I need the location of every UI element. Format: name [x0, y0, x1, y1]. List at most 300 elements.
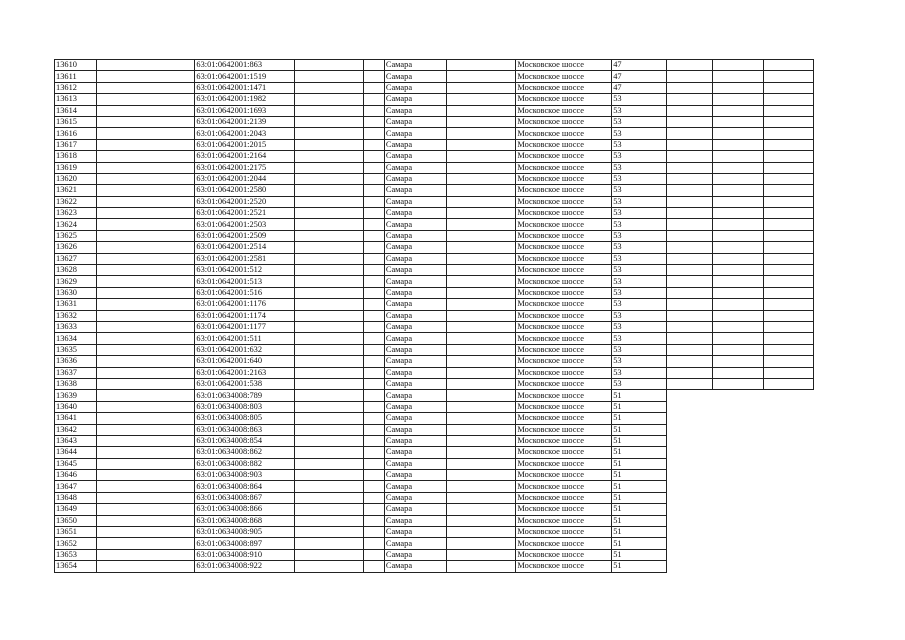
empty-cell: [763, 185, 813, 196]
cadastral-number-cell: 63:01:0642001:1176: [195, 299, 294, 310]
empty-cell: [763, 310, 813, 321]
empty-cell: [666, 356, 712, 367]
cadastral-number-cell: 63:01:0642001:2521: [195, 208, 294, 219]
empty-cell: [294, 276, 363, 287]
empty-cell: [447, 71, 516, 82]
empty-cell: [763, 367, 813, 378]
empty-cell: [666, 333, 712, 344]
cadastral-number-cell: 63:01:0634008:854: [195, 435, 294, 446]
street-cell: Московское шоссе: [516, 401, 612, 412]
record-number-cell: 13629: [55, 276, 97, 287]
table-row: [55, 276, 814, 287]
empty-cell: [294, 390, 363, 401]
cadastral-number-cell: 63:01:0642001:538: [195, 378, 294, 389]
empty-cell: [363, 527, 384, 538]
empty-cell: [763, 208, 813, 219]
empty-cell: [763, 162, 813, 173]
empty-cell: [294, 287, 363, 298]
street-cell: Московское шоссе: [516, 60, 612, 71]
city-cell: Самара: [384, 538, 446, 549]
record-number-cell: 13633: [55, 321, 97, 332]
record-number-cell: 13617: [55, 139, 97, 150]
empty-cell: [294, 94, 363, 105]
street-cell: Московское шоссе: [516, 424, 612, 435]
cadastral-number-cell: 63:01:0634008:789: [195, 390, 294, 401]
empty-cell: [666, 401, 712, 412]
empty-cell: [763, 378, 813, 389]
street-cell: Московское шоссе: [516, 173, 612, 184]
table-row: [55, 82, 814, 93]
street-cell: Московское шоссе: [516, 458, 612, 469]
house-number-cell: 51: [612, 458, 667, 469]
street-cell: Московское шоссе: [516, 162, 612, 173]
empty-cell: [712, 344, 763, 355]
empty-cell: [363, 242, 384, 253]
empty-cell: [363, 458, 384, 469]
empty-cell: [363, 128, 384, 139]
city-cell: Самара: [384, 242, 446, 253]
empty-cell: [763, 105, 813, 116]
city-cell: Самара: [384, 276, 446, 287]
empty-cell: [294, 116, 363, 127]
empty-cell: [666, 151, 712, 162]
empty-cell: [363, 390, 384, 401]
table-row: [55, 356, 814, 367]
city-cell: Самара: [384, 82, 446, 93]
empty-cell: [294, 185, 363, 196]
empty-cell: [712, 321, 763, 332]
street-cell: Московское шоссе: [516, 310, 612, 321]
cadastral-number-cell: 63:01:0642001:2164: [195, 151, 294, 162]
table-row: [55, 561, 814, 572]
empty-cell: [763, 219, 813, 230]
empty-cell: [447, 310, 516, 321]
table-row: [55, 492, 814, 503]
empty-cell: [712, 173, 763, 184]
street-cell: Московское шоссе: [516, 378, 612, 389]
empty-cell: [666, 561, 712, 572]
table-row: [55, 265, 814, 276]
city-cell: Самара: [384, 60, 446, 71]
city-cell: Самара: [384, 470, 446, 481]
empty-cell: [763, 321, 813, 332]
empty-cell: [666, 470, 712, 481]
empty-cell: [294, 105, 363, 116]
empty-cell: [447, 527, 516, 538]
empty-cell: [763, 253, 813, 264]
empty-cell: [294, 378, 363, 389]
empty-cell: [763, 60, 813, 71]
city-cell: Самара: [384, 185, 446, 196]
city-cell: Самара: [384, 390, 446, 401]
empty-cell: [447, 447, 516, 458]
empty-cell: [447, 401, 516, 412]
record-number-cell: 13638: [55, 378, 97, 389]
empty-cell: [666, 435, 712, 446]
empty-cell: [294, 504, 363, 515]
empty-cell: [712, 367, 763, 378]
empty-cell: [763, 276, 813, 287]
city-cell: Самара: [384, 105, 446, 116]
record-number-cell: 13610: [55, 60, 97, 71]
empty-cell: [294, 344, 363, 355]
city-cell: Самара: [384, 561, 446, 572]
record-number-cell: 13653: [55, 549, 97, 560]
city-cell: Самара: [384, 230, 446, 241]
empty-cell: [97, 435, 195, 446]
house-number-cell: 53: [612, 94, 667, 105]
record-number-cell: 13634: [55, 333, 97, 344]
empty-cell: [763, 242, 813, 253]
record-number-cell: 13625: [55, 230, 97, 241]
record-number-cell: 13618: [55, 151, 97, 162]
empty-cell: [97, 242, 195, 253]
cadastral-number-cell: 63:01:0634008:867: [195, 492, 294, 503]
empty-cell: [363, 253, 384, 264]
empty-cell: [363, 344, 384, 355]
empty-cell: [712, 390, 763, 401]
empty-cell: [97, 470, 195, 481]
table-row: [55, 527, 814, 538]
empty-cell: [97, 504, 195, 515]
record-number-cell: 13650: [55, 515, 97, 526]
house-number-cell: 51: [612, 527, 667, 538]
empty-cell: [763, 94, 813, 105]
cadastral-number-cell: 63:01:0642001:2581: [195, 253, 294, 264]
empty-cell: [363, 561, 384, 572]
empty-cell: [97, 458, 195, 469]
street-cell: Московское шоссе: [516, 196, 612, 207]
house-number-cell: 53: [612, 242, 667, 253]
empty-cell: [763, 549, 813, 560]
empty-cell: [294, 219, 363, 230]
cadastral-number-cell: 63:01:0634008:897: [195, 538, 294, 549]
empty-cell: [712, 128, 763, 139]
empty-cell: [97, 492, 195, 503]
empty-cell: [666, 504, 712, 515]
empty-cell: [666, 105, 712, 116]
empty-cell: [666, 82, 712, 93]
table-row: [55, 333, 814, 344]
empty-cell: [712, 378, 763, 389]
city-cell: Самара: [384, 196, 446, 207]
record-number-cell: 13645: [55, 458, 97, 469]
empty-cell: [97, 196, 195, 207]
empty-cell: [666, 378, 712, 389]
empty-cell: [712, 105, 763, 116]
record-number-cell: 13641: [55, 413, 97, 424]
table-row: [55, 447, 814, 458]
record-number-cell: 13654: [55, 561, 97, 572]
street-cell: Московское шоссе: [516, 492, 612, 503]
city-cell: Самара: [384, 116, 446, 127]
empty-cell: [666, 230, 712, 241]
house-number-cell: 51: [612, 561, 667, 572]
empty-cell: [97, 185, 195, 196]
empty-cell: [712, 549, 763, 560]
record-number-cell: 13632: [55, 310, 97, 321]
city-cell: Самара: [384, 265, 446, 276]
empty-cell: [666, 413, 712, 424]
empty-cell: [763, 128, 813, 139]
city-cell: Самара: [384, 162, 446, 173]
cadastral-number-cell: 63:01:0642001:2514: [195, 242, 294, 253]
cadastral-number-cell: 63:01:0642001:2015: [195, 139, 294, 150]
house-number-cell: 51: [612, 424, 667, 435]
empty-cell: [97, 128, 195, 139]
table-row: [55, 481, 814, 492]
empty-cell: [763, 356, 813, 367]
city-cell: Самара: [384, 424, 446, 435]
empty-cell: [763, 538, 813, 549]
empty-cell: [712, 515, 763, 526]
empty-cell: [294, 356, 363, 367]
empty-cell: [294, 139, 363, 150]
house-number-cell: 51: [612, 492, 667, 503]
city-cell: Самара: [384, 344, 446, 355]
empty-cell: [712, 481, 763, 492]
empty-cell: [763, 481, 813, 492]
empty-cell: [666, 139, 712, 150]
street-cell: Московское шоссе: [516, 470, 612, 481]
empty-cell: [712, 60, 763, 71]
empty-cell: [294, 128, 363, 139]
street-cell: Московское шоссе: [516, 538, 612, 549]
cadastral-number-cell: 63:01:0642001:2509: [195, 230, 294, 241]
empty-cell: [294, 435, 363, 446]
street-cell: Московское шоссе: [516, 299, 612, 310]
record-number-cell: 13637: [55, 367, 97, 378]
empty-cell: [97, 116, 195, 127]
empty-cell: [97, 515, 195, 526]
record-number-cell: 13651: [55, 527, 97, 538]
city-cell: Самара: [384, 367, 446, 378]
empty-cell: [97, 276, 195, 287]
cadastral-number-cell: 63:01:0642001:863: [195, 60, 294, 71]
empty-cell: [294, 60, 363, 71]
cadastral-number-cell: 63:01:0634008:803: [195, 401, 294, 412]
empty-cell: [712, 287, 763, 298]
empty-cell: [763, 151, 813, 162]
empty-cell: [447, 390, 516, 401]
city-cell: Самара: [384, 299, 446, 310]
empty-cell: [666, 458, 712, 469]
street-cell: Московское шоссе: [516, 253, 612, 264]
table-row: [55, 71, 814, 82]
empty-cell: [447, 538, 516, 549]
empty-cell: [763, 515, 813, 526]
empty-cell: [666, 310, 712, 321]
empty-cell: [712, 276, 763, 287]
empty-cell: [97, 321, 195, 332]
empty-cell: [363, 447, 384, 458]
empty-cell: [712, 265, 763, 276]
table-row: [55, 208, 814, 219]
cadastral-number-cell: 63:01:0634008:903: [195, 470, 294, 481]
cadastral-number-cell: 63:01:0642001:1177: [195, 321, 294, 332]
empty-cell: [666, 344, 712, 355]
empty-cell: [294, 82, 363, 93]
empty-cell: [97, 253, 195, 264]
record-number-cell: 13613: [55, 94, 97, 105]
empty-cell: [294, 310, 363, 321]
street-cell: Московское шоссе: [516, 504, 612, 515]
empty-cell: [294, 561, 363, 572]
city-cell: Самара: [384, 549, 446, 560]
empty-cell: [363, 94, 384, 105]
empty-cell: [447, 128, 516, 139]
house-number-cell: 53: [612, 344, 667, 355]
cadastral-number-cell: 63:01:0634008:863: [195, 424, 294, 435]
empty-cell: [712, 435, 763, 446]
empty-cell: [97, 344, 195, 355]
record-number-cell: 13646: [55, 470, 97, 481]
house-number-cell: 53: [612, 378, 667, 389]
table-row: [55, 173, 814, 184]
empty-cell: [363, 424, 384, 435]
house-number-cell: 53: [612, 162, 667, 173]
empty-cell: [447, 367, 516, 378]
table-row: [55, 401, 814, 412]
empty-cell: [363, 549, 384, 560]
empty-cell: [666, 299, 712, 310]
empty-cell: [447, 94, 516, 105]
record-number-cell: 13643: [55, 435, 97, 446]
cadastral-number-cell: 63:01:0634008:866: [195, 504, 294, 515]
empty-cell: [447, 356, 516, 367]
city-cell: Самара: [384, 378, 446, 389]
table-row: [55, 367, 814, 378]
empty-cell: [447, 378, 516, 389]
city-cell: Самара: [384, 219, 446, 230]
record-number-cell: 13648: [55, 492, 97, 503]
cadastral-number-cell: 63:01:0642001:2503: [195, 219, 294, 230]
empty-cell: [712, 401, 763, 412]
empty-cell: [763, 116, 813, 127]
empty-cell: [294, 321, 363, 332]
empty-cell: [294, 424, 363, 435]
house-number-cell: 53: [612, 116, 667, 127]
empty-cell: [363, 185, 384, 196]
empty-cell: [294, 447, 363, 458]
empty-cell: [294, 470, 363, 481]
house-number-cell: 51: [612, 390, 667, 401]
empty-cell: [447, 299, 516, 310]
record-number-cell: 13626: [55, 242, 97, 253]
house-number-cell: 53: [612, 299, 667, 310]
empty-cell: [712, 413, 763, 424]
empty-cell: [294, 401, 363, 412]
record-number-cell: 13640: [55, 401, 97, 412]
empty-cell: [763, 173, 813, 184]
record-number-cell: 13647: [55, 481, 97, 492]
house-number-cell: 51: [612, 470, 667, 481]
empty-cell: [712, 230, 763, 241]
empty-cell: [763, 470, 813, 481]
empty-cell: [97, 413, 195, 424]
empty-cell: [97, 105, 195, 116]
empty-cell: [363, 356, 384, 367]
empty-cell: [97, 162, 195, 173]
empty-cell: [363, 151, 384, 162]
empty-cell: [666, 549, 712, 560]
cadastral-number-cell: 63:01:0642001:511: [195, 333, 294, 344]
empty-cell: [666, 162, 712, 173]
street-cell: Московское шоссе: [516, 105, 612, 116]
street-cell: Московское шоссе: [516, 549, 612, 560]
city-cell: Самара: [384, 447, 446, 458]
city-cell: Самара: [384, 173, 446, 184]
empty-cell: [763, 139, 813, 150]
cadastral-number-cell: 63:01:0642001:2163: [195, 367, 294, 378]
empty-cell: [712, 94, 763, 105]
empty-cell: [712, 538, 763, 549]
empty-cell: [666, 367, 712, 378]
city-cell: Самара: [384, 71, 446, 82]
record-number-cell: 13615: [55, 116, 97, 127]
house-number-cell: 53: [612, 367, 667, 378]
empty-cell: [97, 71, 195, 82]
empty-cell: [363, 162, 384, 173]
empty-cell: [447, 424, 516, 435]
cadastral-number-cell: 63:01:0642001:2580: [195, 185, 294, 196]
house-number-cell: 47: [612, 60, 667, 71]
house-number-cell: 47: [612, 82, 667, 93]
empty-cell: [447, 492, 516, 503]
city-cell: Самара: [384, 321, 446, 332]
empty-cell: [97, 356, 195, 367]
cadastral-number-cell: 63:01:0634008:910: [195, 549, 294, 560]
table-row: [55, 413, 814, 424]
table-row: [55, 424, 814, 435]
street-cell: Московское шоссе: [516, 527, 612, 538]
house-number-cell: 51: [612, 447, 667, 458]
empty-cell: [294, 208, 363, 219]
cadastral-number-cell: 63:01:0634008:905: [195, 527, 294, 538]
street-cell: Московское шоссе: [516, 71, 612, 82]
table-row: [55, 94, 814, 105]
empty-cell: [712, 447, 763, 458]
empty-cell: [97, 527, 195, 538]
empty-cell: [363, 378, 384, 389]
record-number-cell: 13619: [55, 162, 97, 173]
empty-cell: [294, 242, 363, 253]
property-registry-table: [54, 59, 814, 573]
empty-cell: [666, 492, 712, 503]
empty-cell: [712, 333, 763, 344]
record-number-cell: 13642: [55, 424, 97, 435]
empty-cell: [97, 333, 195, 344]
empty-cell: [363, 504, 384, 515]
street-cell: Московское шоссе: [516, 128, 612, 139]
empty-cell: [363, 321, 384, 332]
house-number-cell: 53: [612, 253, 667, 264]
empty-cell: [97, 94, 195, 105]
empty-cell: [666, 481, 712, 492]
empty-cell: [294, 515, 363, 526]
empty-cell: [666, 173, 712, 184]
empty-cell: [763, 230, 813, 241]
empty-cell: [97, 208, 195, 219]
cadastral-number-cell: 63:01:0634008:864: [195, 481, 294, 492]
empty-cell: [666, 253, 712, 264]
empty-cell: [363, 413, 384, 424]
cadastral-number-cell: 63:01:0642001:640: [195, 356, 294, 367]
empty-cell: [447, 504, 516, 515]
record-number-cell: 13621: [55, 185, 97, 196]
house-number-cell: 53: [612, 173, 667, 184]
empty-cell: [666, 185, 712, 196]
